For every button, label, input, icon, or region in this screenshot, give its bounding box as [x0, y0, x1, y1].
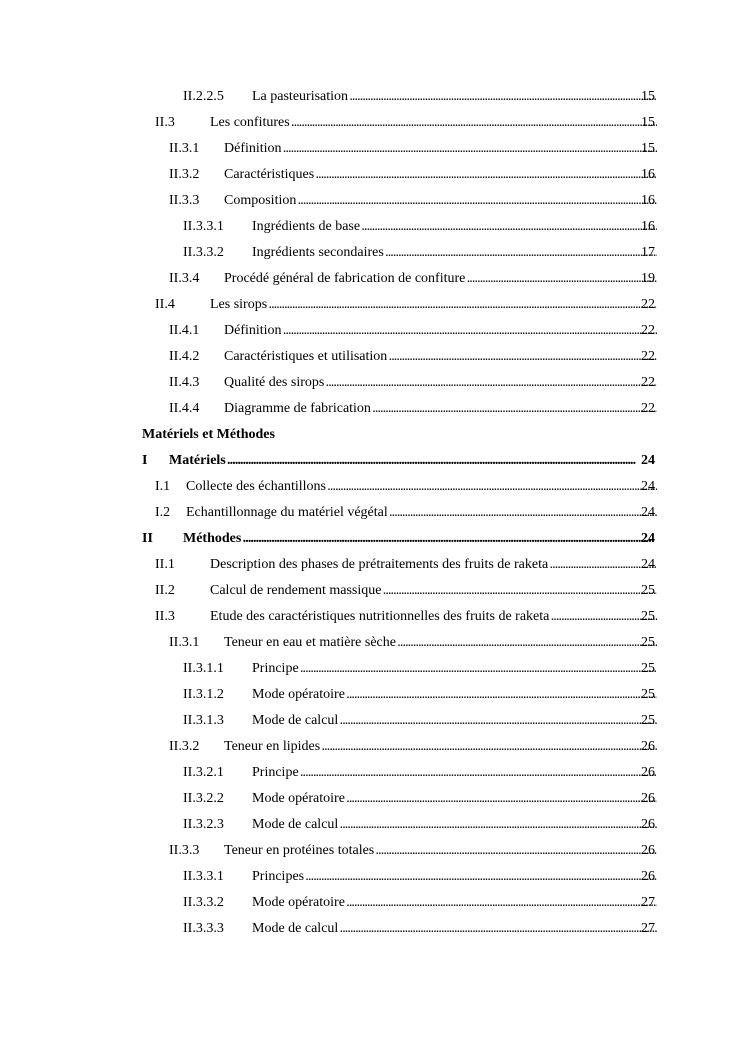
toc-entry-page: 26	[641, 791, 655, 806]
toc-entry[interactable]	[0, 658, 745, 684]
toc-entry[interactable]	[0, 814, 745, 840]
toc-entry-page: 15	[641, 115, 655, 130]
toc-entry-page: 26	[641, 817, 655, 832]
toc-entry[interactable]	[0, 242, 745, 268]
toc-entry-page: 16	[641, 193, 655, 208]
toc-entry-title: Matériels et Méthodes	[142, 427, 275, 442]
toc-entry-page: 16	[641, 167, 655, 182]
toc-entry-title: Teneur en lipides . . .	[224, 736, 657, 758]
toc-entry[interactable]	[0, 606, 745, 632]
toc-entry-number: II.3.2.2	[183, 791, 224, 806]
toc-entry-number: II.3.3	[169, 843, 200, 858]
toc-entry-title: Composition . . .	[224, 190, 657, 212]
toc-entry-page: 22	[641, 375, 655, 390]
toc-entry-number: II.3.2.1	[183, 765, 224, 780]
toc-entry-page: 24	[641, 479, 655, 494]
toc-entry[interactable]	[0, 346, 745, 372]
toc-entry-number: II.3.1	[169, 141, 200, 156]
toc-entry-number: I.1	[155, 479, 171, 494]
toc-entry[interactable]	[0, 268, 745, 294]
toc-entry-page: 24	[641, 531, 655, 546]
toc-entry-number: II.3.4	[169, 271, 200, 286]
toc-entry-number: II.3.3.1	[183, 219, 224, 234]
toc-entry-number: II.3.2	[169, 739, 200, 754]
toc-entry-title: Calcul de rendement massique . . .	[210, 580, 657, 602]
toc-entry-page: 24	[641, 557, 655, 572]
toc-entry-page: 19	[641, 271, 655, 286]
toc-entry-number: II.3	[155, 609, 175, 624]
toc-entry[interactable]	[0, 684, 745, 710]
toc-entry-number: II.3.1.3	[183, 713, 224, 728]
toc-entry-page: 26	[641, 843, 655, 858]
toc-entry-number: II	[142, 531, 153, 546]
toc-entry-title: Ingrédients de base . . .	[252, 216, 657, 238]
toc-entry-number: II.4.4	[169, 401, 200, 416]
toc-entry-title: Diagramme de fabrication . . .	[224, 398, 657, 420]
toc-entry-number: II.4.2	[169, 349, 200, 364]
toc-entry-title: Principe . . .	[252, 762, 657, 784]
toc-entry-title: Teneur en eau et matière sèche . . .	[224, 632, 657, 654]
toc-entry-title: Méthodes . . .	[183, 528, 657, 550]
toc-entry-page: 25	[641, 635, 655, 650]
toc-entry[interactable]	[0, 372, 745, 398]
toc-entry-number: II.2	[155, 583, 175, 598]
toc-entry-number: II.3.1.1	[183, 661, 224, 676]
toc-entry-page: 25	[641, 661, 655, 676]
toc-entry-page: 24	[641, 505, 655, 520]
toc-entry-number: II.3.3	[169, 193, 200, 208]
toc-entry[interactable]	[0, 528, 745, 554]
toc-entry[interactable]	[0, 398, 745, 424]
toc-entry-title: Les sirops . . .	[210, 294, 657, 316]
toc-entry-title: La pasteurisation . . .	[252, 86, 657, 108]
toc-entry-page: 22	[641, 297, 655, 312]
toc-entry-page: 15	[641, 89, 655, 104]
toc-entry[interactable]	[0, 866, 745, 892]
toc-entry[interactable]	[0, 736, 745, 762]
toc-entry[interactable]	[0, 554, 745, 580]
toc-entry-page: 27	[641, 921, 655, 936]
toc-entry-page: 24	[641, 453, 655, 468]
toc-entry[interactable]	[0, 138, 745, 164]
toc-entry-title: Principe . . .	[252, 658, 657, 680]
toc-entry-number: I	[142, 453, 148, 468]
toc-entry[interactable]	[0, 788, 745, 814]
toc-entry[interactable]	[0, 710, 745, 736]
toc-entry[interactable]	[0, 164, 745, 190]
toc-section-heading	[0, 424, 745, 450]
toc-entry-page: 26	[641, 869, 655, 884]
toc-entry-page: 22	[641, 401, 655, 416]
toc-entry[interactable]	[0, 86, 745, 112]
toc-entry[interactable]	[0, 892, 745, 918]
toc-entry-number: II.1	[155, 557, 175, 572]
toc-entry-title: Mode de calcul . . .	[252, 710, 657, 732]
toc-entry[interactable]	[0, 762, 745, 788]
toc-entry-number: II.4.3	[169, 375, 200, 390]
toc-entry[interactable]	[0, 450, 745, 476]
toc-entry-page: 15	[641, 141, 655, 156]
toc-entry-number: II.3.3.2	[183, 245, 224, 260]
toc-entry-number: II.3	[155, 115, 175, 130]
toc-entry-page: 22	[641, 349, 655, 364]
toc-entry-number: II.3.1	[169, 635, 200, 650]
toc-entry-page: 25	[641, 687, 655, 702]
toc-entry-title: Collecte des échantillons . . .	[186, 476, 657, 498]
toc-entry-page: 27	[641, 895, 655, 910]
toc-entry-number: II.3.3.1	[183, 869, 224, 884]
toc-entry-number: II.2.2.5	[183, 89, 224, 104]
toc-entry-page: 25	[641, 609, 655, 624]
toc-entry[interactable]	[0, 632, 745, 658]
toc-entry-title: Mode opératoire . . .	[252, 788, 657, 810]
toc-entry-title: Mode opératoire . . .	[252, 892, 657, 914]
toc-entry-title: Matériels . . .	[169, 450, 657, 472]
toc-entry-number: II.3.3.2	[183, 895, 224, 910]
toc-entry-number: I.2	[155, 505, 171, 520]
toc-entry[interactable]	[0, 502, 745, 528]
toc-entry-page: 25	[641, 583, 655, 598]
toc-entry-title: Principes . . .	[252, 866, 657, 888]
toc-entry[interactable]	[0, 112, 745, 138]
toc-entry-page: 16	[641, 219, 655, 234]
toc-entry-title: Définition . . .	[224, 138, 657, 160]
toc-entry-title: Caractéristiques et utilisation . . .	[224, 346, 657, 368]
toc-entry-title: Procédé général de fabrication de confiture . . .	[224, 268, 657, 290]
toc-entry-title: Description des phases de prétraitements des fruits de raketa . . .	[210, 554, 657, 576]
toc-entry[interactable]	[0, 294, 745, 320]
toc-entry-number: II.3.1.2	[183, 687, 224, 702]
toc-entry-page: 22	[641, 323, 655, 338]
toc-entry-page: 17	[641, 245, 655, 260]
toc-entry-title: Caractéristiques . . .	[224, 164, 657, 186]
toc-entry-title: Ingrédients secondaires . . .	[252, 242, 657, 264]
toc-entry-title: Qualité des sirops . . .	[224, 372, 657, 394]
toc-entry-title: Mode opératoire . . .	[252, 684, 657, 706]
toc-entry[interactable]	[0, 320, 745, 346]
toc-entry-number: II.3.3.3	[183, 921, 224, 936]
toc-entry-page: 25	[641, 713, 655, 728]
toc-entry[interactable]	[0, 580, 745, 606]
toc-entry-title: Les confitures . . .	[210, 112, 657, 134]
toc-entry-page: 26	[641, 765, 655, 780]
toc-entry-number: II.3.2.3	[183, 817, 224, 832]
toc-entry[interactable]	[0, 190, 745, 216]
toc-entry[interactable]	[0, 918, 745, 944]
toc-entry-title: Echantillonnage du matériel végétal . . .	[186, 502, 657, 524]
toc-entry-title: Teneur en protéines totales . . .	[224, 840, 657, 862]
toc-entry-page: 26	[641, 739, 655, 754]
toc-entry[interactable]	[0, 840, 745, 866]
toc-entry-number: II.4	[155, 297, 175, 312]
toc-entry-number: II.4.1	[169, 323, 200, 338]
toc-entry-number: II.3.2	[169, 167, 200, 182]
toc-entry[interactable]	[0, 216, 745, 242]
toc-entry-title: Mode de calcul . . .	[252, 918, 657, 940]
toc-entry[interactable]	[0, 476, 745, 502]
toc-entry-title: Définition . . .	[224, 320, 657, 342]
table-of-contents	[0, 86, 745, 944]
toc-entry-title: Mode de calcul . . .	[252, 814, 657, 836]
toc-entry-title: Etude des caractéristiques nutritionnelles des fruits de raketa . . .	[210, 606, 657, 628]
